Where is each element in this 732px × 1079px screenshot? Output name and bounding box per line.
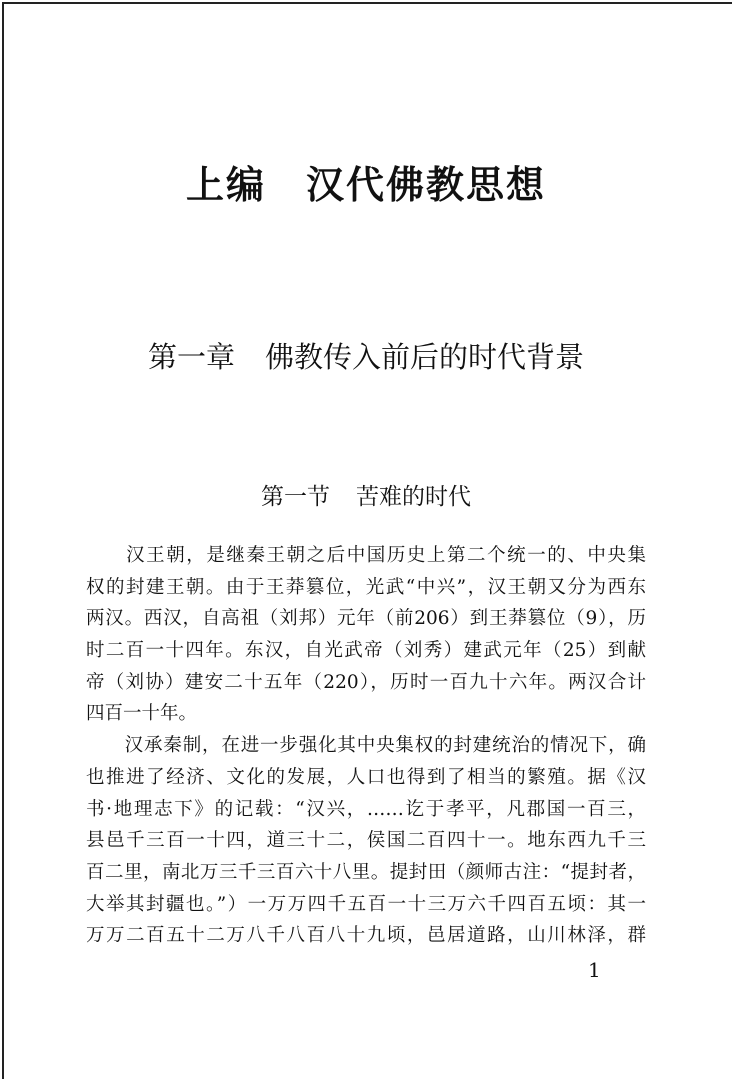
part-title: [0, 154, 732, 209]
text-line: 万万二百五十二万八千八百八十九顷，邑居道路，山川林泽，群: [86, 925, 646, 947]
paragraph: [86, 730, 646, 952]
section-label: 第一节: [261, 484, 330, 510]
text-line: 汉承秦制，在进一步强化其中央集权的封建统治的情况下，确: [86, 735, 646, 757]
text-line: 大举其封疆也。”）一万万四千五百一十三万六千四百五顷：其一: [86, 893, 646, 915]
chapter-title: [0, 335, 732, 376]
text-line: 四百一十年。: [86, 703, 198, 725]
text-line: 权的封建王朝。由于王莽篡位，光武“中兴”，汉王朝又分为西东: [86, 576, 646, 598]
chapter-label: 第一章: [147, 340, 235, 374]
part-name: 汉代佛教思想: [306, 163, 547, 207]
part-label: 上编: [185, 163, 266, 207]
body-text: [86, 540, 646, 952]
text-line: 时二百一十四年。东汉，自光武帝（刘秀）建武元年（25）到献: [86, 640, 646, 662]
text-line: 汉王朝，是继秦王朝之后中国历史上第二个统一的、中央集: [86, 545, 646, 566]
text-line: 书·地理志下》的记载：“汉兴，……讫于孝平，凡郡国一百三，: [86, 798, 646, 820]
chapter-name: 佛教传入前后的时代背景: [265, 340, 585, 374]
text-line: 两汉。西汉，自高祖（刘邦）元年（前206）到王莽篡位（9），历: [86, 608, 646, 630]
text-line: 县邑千三百一十四，道三十二，侯国二百四十一。地东西九千三: [86, 830, 646, 852]
paragraph: [86, 540, 646, 730]
section-title: [0, 478, 732, 511]
text-line: 也推进了经济、文化的发展，人口也得到了相当的繁殖。据《汉: [86, 766, 646, 788]
section-name: 苦难的时代: [356, 484, 471, 510]
page-number: 1: [588, 958, 601, 982]
text-line: 帝（刘协）建安二十五年（220），历时一百九十六年。两汉合计: [86, 671, 646, 693]
text-line: 百二里，南北万三千三百六十八里。提封田（颜师古注：“提封者，: [86, 861, 646, 883]
